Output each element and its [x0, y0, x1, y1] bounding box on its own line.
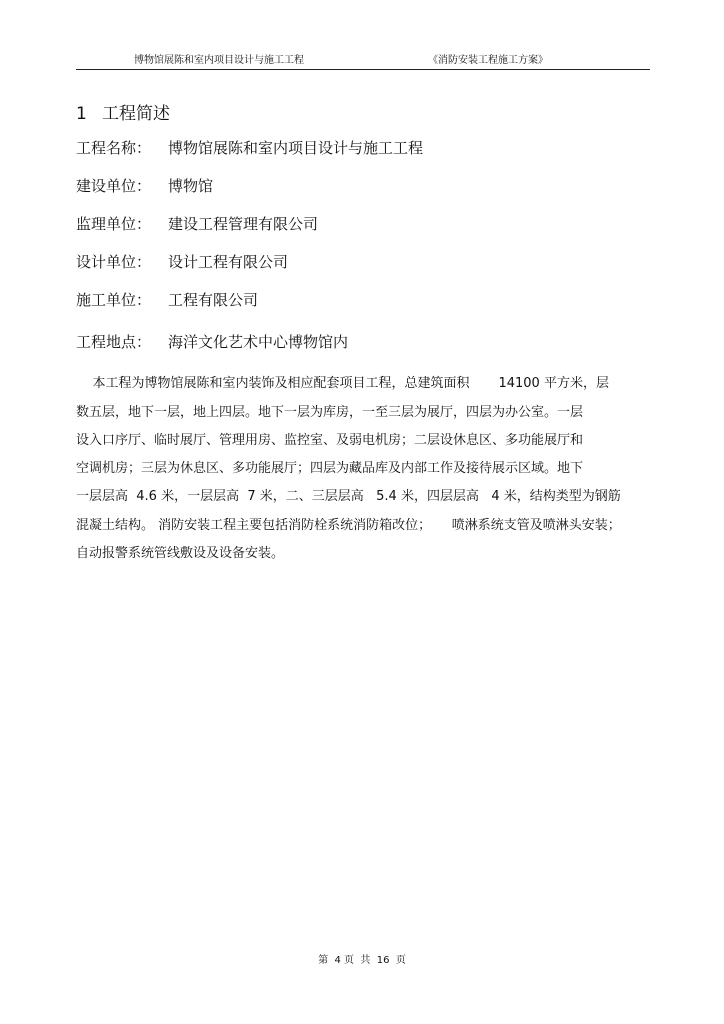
- paragraph-line: 空调机房；三层为休息区、多功能展厅；四层为藏品库及内部工作及接待展示区域。地下: [76, 461, 584, 476]
- info-label: 施工单位：: [76, 291, 152, 309]
- info-row-contractor: [76, 289, 258, 310]
- header-project-title: 博物馆展陈和室内项目设计与施工工程: [134, 55, 304, 66]
- info-label: 工程名称：: [76, 139, 152, 157]
- info-value: 工程有限公司: [168, 291, 259, 309]
- info-value: 博物馆展陈和室内项目设计与施工工程: [168, 139, 424, 157]
- info-label: 工程地点：: [76, 333, 152, 351]
- info-label: 建设单位：: [76, 177, 152, 195]
- info-row-project-name: [76, 137, 423, 158]
- paragraph-line: 自动报警系统管线敷设及设备安装。: [76, 546, 285, 561]
- info-row-location: [76, 331, 348, 352]
- info-value: 海洋文化艺术中心博物馆内: [168, 333, 349, 351]
- info-label: 设计单位：: [76, 253, 152, 271]
- paragraph-line: 本工程为博物馆展陈和室内装饰及相应配套项目工程，总建筑面积 14100 平方米，层: [76, 376, 609, 391]
- info-row-owner: [76, 175, 213, 196]
- page-number: 第 4 页 共 16 页: [318, 955, 406, 966]
- info-value: 建设工程管理有限公司: [168, 215, 319, 233]
- section-number: 1: [76, 104, 87, 124]
- paragraph-line: 设入口序厅、临时展厅、管理用房、监控室、及弱电机房；二层设休息区、多功能展厅和: [76, 433, 584, 448]
- info-value: 设计工程有限公司: [168, 253, 289, 271]
- info-row-designer: [76, 251, 288, 272]
- section-heading: [76, 99, 170, 124]
- paragraph-line: 混凝土结构。 消防安装工程主要包括消防栓系统消防箱改位； 喷淋系统支管及喷淋头安装；: [76, 518, 621, 533]
- info-row-supervisor: [76, 213, 318, 234]
- header-divider: [76, 69, 650, 70]
- paragraph-line: 一层层高 4.6 米，一层层高 7 米，二、三层层高 5.4 米，四层层高 4 米，结构类型为钢筋: [76, 489, 621, 504]
- paragraph-line: 数五层，地下一层，地上四层。地下一层为库房，一至三层为展厅，四层为办公室。一层: [76, 405, 584, 420]
- info-value: 博物馆: [168, 177, 214, 195]
- info-label: 监理单位：: [76, 215, 152, 233]
- header-document-title: 《消防安装工程施工方案》: [428, 55, 548, 66]
- section-title-text: 工程简述: [102, 104, 170, 124]
